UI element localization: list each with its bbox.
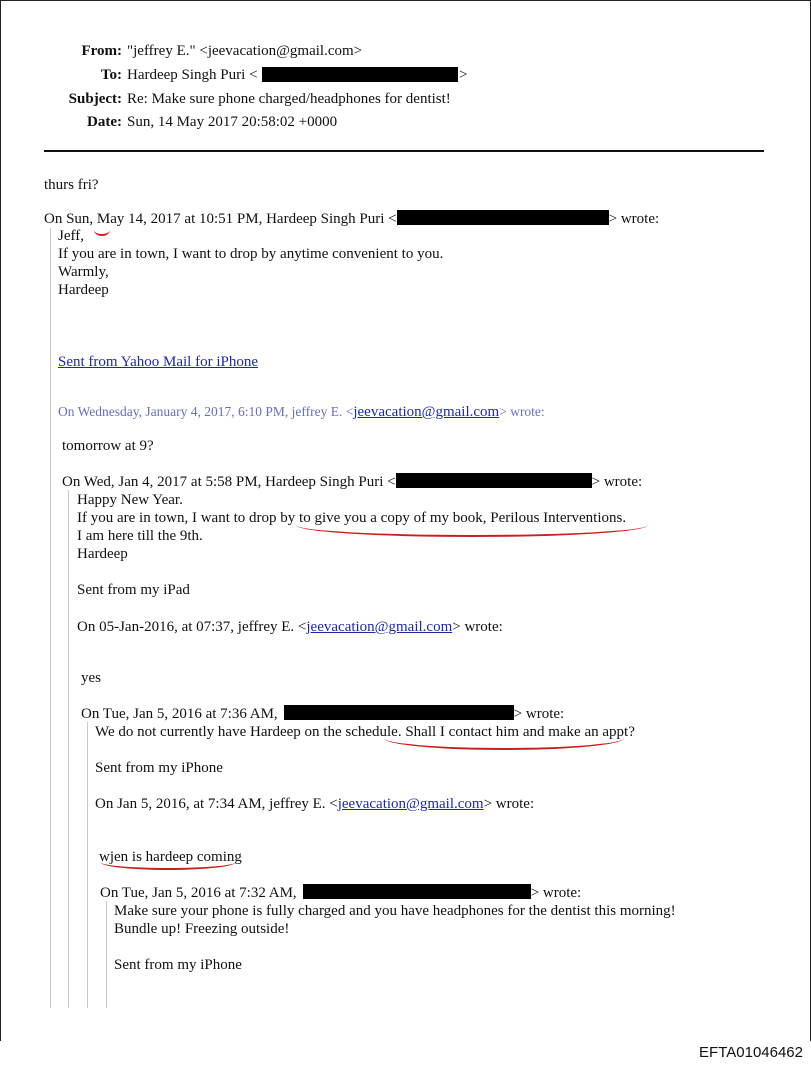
quote6-intro-wrote: > wrote: bbox=[483, 796, 535, 812]
redaction-box bbox=[396, 473, 592, 488]
quote5-intro-text: On Tue, Jan 5, 2016 at 7:36 AM, bbox=[81, 706, 278, 722]
quote7-intro bbox=[100, 884, 581, 902]
quote5-line: We do not currently have Hardeep on the schedule. Shall I contact him and make an appt? bbox=[95, 724, 635, 740]
to-label: To: bbox=[100, 67, 122, 83]
quote1-intro-text: On Sun, May 14, 2017 at 10:51 PM, Hardeep Singh Puri < bbox=[44, 211, 397, 227]
redaction-box bbox=[284, 705, 514, 720]
quote4-intro-wrote: > wrote: bbox=[452, 619, 503, 635]
redaction-box bbox=[397, 210, 609, 225]
quote3-intro-text: On Wed, Jan 4, 2017 at 5:58 PM, Hardeep Singh Puri < bbox=[62, 474, 396, 490]
email-link[interactable]: jeevacation@gmail.com bbox=[353, 404, 500, 420]
quote7-sent: Sent from my iPhone bbox=[114, 957, 242, 973]
quote-bar-level2 bbox=[68, 490, 69, 1008]
redaction-box bbox=[262, 67, 458, 82]
quote5-sent: Sent from my iPhone bbox=[95, 760, 223, 776]
quote6-intro-text: On Jan 5, 2016, at 7:34 AM, jeffrey E. < bbox=[95, 796, 338, 812]
quote4-intro bbox=[77, 618, 503, 636]
quote3-line: If you are in town, I want to drop by to give you a copy of my book, Perilous Interventions. bbox=[77, 510, 627, 526]
quote3-sent: Sent from my iPad bbox=[77, 582, 190, 598]
quote7-line: Bundle up! Freezing outside! bbox=[114, 921, 290, 937]
quote5-intro bbox=[81, 705, 564, 723]
date-label: Date: bbox=[87, 114, 122, 130]
quote3-intro bbox=[62, 473, 642, 491]
redaction-box bbox=[303, 884, 531, 899]
quote4-intro-text: On 05-Jan-2016, at 07:37, jeffrey E. < bbox=[77, 619, 307, 635]
reply-tomorrow: tomorrow at 9? bbox=[62, 438, 154, 454]
quote1-line: Warmly, bbox=[58, 264, 109, 280]
from-label: From: bbox=[81, 43, 122, 59]
from-value: "jeffrey E." <jeevacation@gmail.com> bbox=[127, 43, 363, 59]
email-link[interactable]: jeevacation@gmail.com bbox=[306, 619, 453, 635]
quote-bar-level4 bbox=[106, 901, 107, 1008]
quote-bar-level1 bbox=[50, 228, 51, 1008]
quote3-line: Happy New Year. bbox=[77, 492, 183, 508]
subject-label: Subject: bbox=[68, 91, 122, 107]
quote7-intro-wrote: > wrote: bbox=[530, 885, 582, 901]
to-close: > bbox=[459, 67, 468, 83]
quote7-intro-text: On Tue, Jan 5, 2016 at 7:32 AM, bbox=[100, 885, 297, 901]
bates-number: EFTA01046462 bbox=[699, 1044, 803, 1061]
quote3-line: Hardeep bbox=[77, 546, 128, 562]
quote1-line: If you are in town, I want to drop by anytime convenient to you. bbox=[58, 246, 444, 262]
quote-bar-level3 bbox=[87, 722, 88, 1008]
quote2-intro bbox=[58, 403, 545, 421]
quote1-intro bbox=[44, 210, 659, 228]
quote3-intro-wrote: > wrote: bbox=[591, 474, 643, 490]
quote2-intro-text: On Wednesday, January 4, 2017, 6:10 PM, jeffrey E. < bbox=[58, 404, 354, 419]
subject-value: Re: Make sure phone charged/headphones for dentist! bbox=[127, 91, 451, 107]
quote6-intro bbox=[95, 795, 534, 813]
reply-wjen: wjen is hardeep coming bbox=[99, 849, 242, 865]
header-divider bbox=[44, 150, 764, 152]
email-link[interactable]: jeevacation@gmail.com bbox=[337, 796, 484, 812]
date-value: Sun, 14 May 2017 20:58:02 +0000 bbox=[127, 114, 338, 130]
quote1-line: Hardeep bbox=[58, 282, 109, 298]
yahoo-mail-link[interactable]: Sent from Yahoo Mail for iPhone bbox=[58, 354, 258, 370]
quote2-intro-wrote: > wrote: bbox=[499, 404, 545, 419]
to-value: Hardeep Singh Puri < bbox=[127, 67, 258, 83]
reply-yes: yes bbox=[81, 670, 101, 686]
reply-thurs-fri: thurs fri? bbox=[44, 177, 99, 193]
quote3-line: I am here till the 9th. bbox=[77, 528, 203, 544]
quote7-line: Make sure your phone is fully charged and you have headphones for the dentist this morning! bbox=[114, 903, 676, 919]
quote5-intro-wrote: > wrote: bbox=[513, 706, 565, 722]
quote1-line: Jeff, bbox=[58, 228, 84, 244]
quote1-intro-wrote: > wrote: bbox=[608, 211, 660, 227]
